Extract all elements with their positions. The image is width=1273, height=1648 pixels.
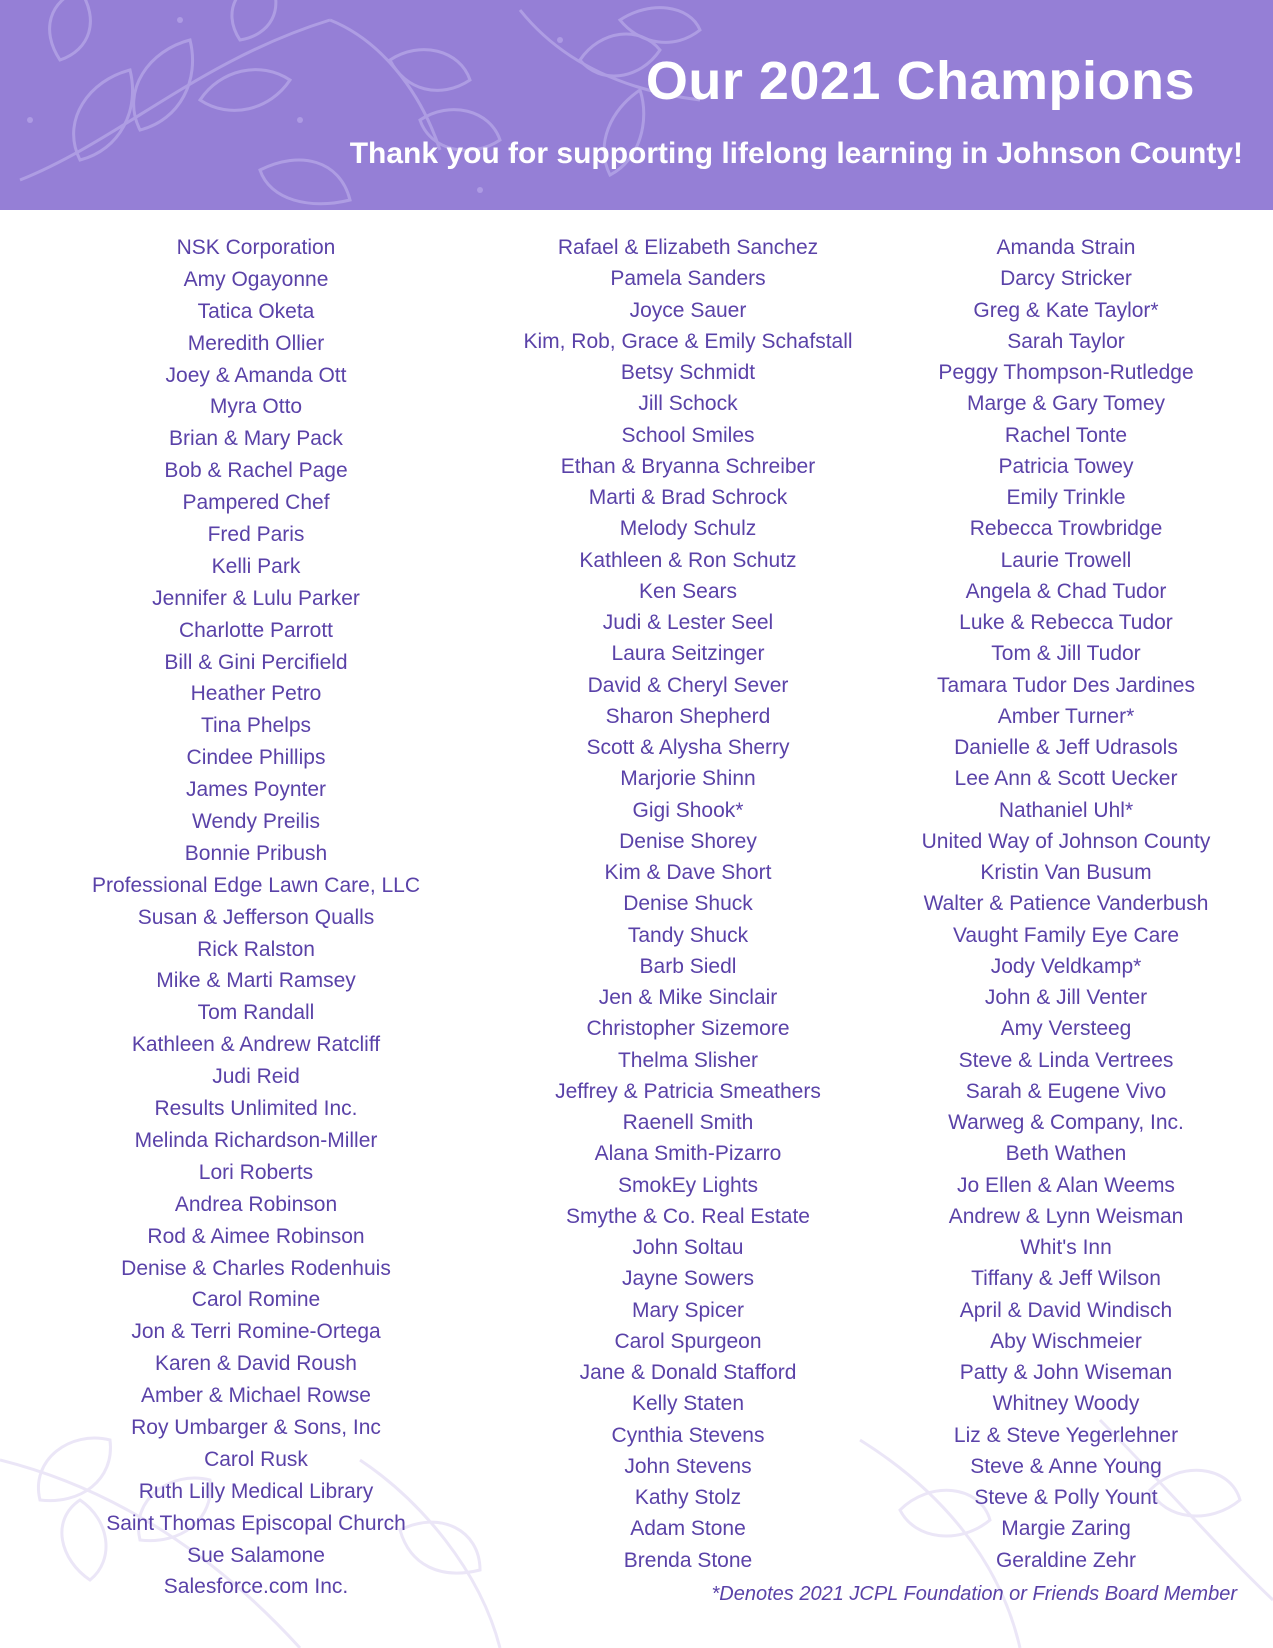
header-banner: [0, 0, 1273, 210]
list-item: Carol Rusk: [204, 1447, 308, 1471]
list-item: Mary Spicer: [631, 1298, 745, 1322]
list-item: Joyce Sauer: [629, 298, 747, 322]
list-item: Cindee Phillips: [186, 746, 326, 770]
list-item: Melody Schulz: [619, 517, 757, 541]
list-item: Gigi Shook*: [632, 798, 744, 822]
list-item: Jennifer & Lulu Parker: [152, 586, 360, 610]
list-item: John & Jill Venter: [984, 986, 1148, 1009]
list-item: Kathy Stolz: [634, 1486, 742, 1509]
list-item: Sue Salamone: [187, 1543, 325, 1567]
list-item: Tandy Shuck: [627, 923, 749, 947]
list-item: Steve & Anne Young: [970, 1454, 1162, 1478]
list-item: Angela & Chad Tudor: [965, 579, 1167, 603]
list-item: Ruth Lilly Medical Library: [138, 1479, 374, 1503]
list-item: April & David Windisch: [959, 1298, 1173, 1322]
list-item: Geraldine Zehr: [995, 1548, 1137, 1572]
list-item: Wendy Preilis: [192, 810, 320, 834]
list-item: Susan & Jefferson Qualls: [137, 905, 375, 929]
list-item: James Poynter: [185, 778, 327, 802]
list-item: Marge & Gary Tomey: [966, 392, 1165, 416]
list-item: Heather Petro: [190, 682, 322, 706]
list-item: Sharon Shepherd: [605, 704, 771, 728]
list-item: Brenda Stone: [623, 1548, 753, 1572]
list-item: Lori Roberts: [198, 1160, 314, 1184]
list-item: Christopher Sizemore: [586, 1017, 790, 1041]
list-item: Greg & Kate Taylor*: [973, 298, 1159, 322]
list-item: Andrew & Lynn Weisman: [948, 1204, 1184, 1228]
list-item: Amy Versteeg: [1000, 1017, 1132, 1041]
list-item: Raenell Smith: [622, 1111, 754, 1134]
list-item: Kim, Rob, Grace & Emily Schafstall: [523, 329, 853, 353]
list-item: Amy Ogayonne: [183, 267, 329, 291]
list-item: SmokEy Lights: [617, 1173, 759, 1197]
list-item: Joey & Amanda Ott: [165, 363, 347, 387]
list-item: Meredith Ollier: [187, 331, 325, 355]
list-item: Pampered Chef: [182, 491, 330, 515]
list-item: Andrea Robinson: [174, 1192, 338, 1216]
list-item: Salesforce.com Inc.: [163, 1575, 349, 1599]
board-member-footnote: *Denotes 2021 JCPL Foundation or Friends Board Member: [711, 1583, 1237, 1605]
list-item: Steve & Linda Vertrees: [958, 1048, 1174, 1072]
list-item: Tom Randall: [197, 1001, 315, 1025]
list-item: Walter & Patience Vanderbush: [923, 892, 1209, 916]
list-item: School Smiles: [621, 423, 755, 447]
list-item: Darcy Stricker: [1000, 267, 1132, 291]
list-item: Marjorie Shinn: [620, 767, 756, 791]
list-item: Bonnie Pribush: [184, 841, 328, 865]
list-item: Rachel Tonte: [1004, 423, 1128, 447]
list-item: Jayne Sowers: [622, 1267, 754, 1291]
list-item: Kelli Park: [211, 554, 301, 578]
list-item: Liz & Steve Yegerlehner: [953, 1423, 1179, 1447]
list-item: Whit's Inn: [1020, 1236, 1112, 1259]
list-item: Tiffany & Jeff Wilson: [971, 1267, 1161, 1291]
list-item: Vaught Family Eye Care: [952, 923, 1180, 947]
list-item: Kim & Dave Short: [604, 861, 772, 884]
list-item: Denise & Charles Rodenhuis: [121, 1256, 391, 1280]
list-item: Fred Paris: [207, 523, 305, 547]
names-column-2: [488, 232, 888, 1576]
list-item: Betsy Schmidt: [620, 361, 756, 384]
list-item: Barb Siedl: [639, 954, 737, 978]
list-item: Mike & Marti Ramsey: [156, 969, 356, 993]
list-item: United Way of Johnson County: [921, 829, 1211, 853]
list-item: Rod & Aimee Robinson: [147, 1224, 365, 1248]
list-item: Tamara Tudor Des Jardines: [937, 673, 1195, 697]
list-item: Kathleen & Ron Schutz: [579, 548, 797, 572]
list-item: Rick Ralston: [197, 937, 315, 961]
list-item: Amber Turner*: [997, 704, 1135, 728]
list-item: Denise Shorey: [619, 829, 757, 853]
list-item: Bob & Rachel Page: [164, 459, 348, 483]
list-item: Charlotte Parrott: [178, 618, 334, 642]
list-item: Results Unlimited Inc.: [154, 1097, 358, 1121]
list-item: Roy Umbarger & Sons, Inc: [131, 1415, 381, 1439]
list-item: Jeffrey & Patricia Smeathers: [555, 1079, 821, 1103]
list-item: Judi & Lester Seel: [602, 611, 774, 634]
list-item: Tom & Jill Tudor: [991, 642, 1141, 666]
list-item: Pamela Sanders: [610, 267, 766, 291]
list-item: Kristin Van Busum: [980, 861, 1152, 884]
list-item: Professional Edge Lawn Care, LLC: [91, 873, 421, 897]
list-item: Denise Shuck: [623, 892, 753, 916]
list-item: Tina Phelps: [200, 714, 312, 738]
list-item: John Soltau: [632, 1236, 744, 1259]
list-item: Emily Trinkle: [1006, 486, 1126, 509]
list-item: Ethan & Bryanna Schreiber: [560, 454, 816, 478]
list-item: Myra Otto: [209, 395, 303, 419]
list-item: Thelma Slisher: [617, 1048, 759, 1072]
list-item: Melinda Richardson-Miller: [134, 1128, 378, 1152]
list-item: Karen & David Roush: [155, 1352, 357, 1376]
list-item: Whitney Woody: [992, 1392, 1140, 1416]
list-item: Carol Spurgeon: [614, 1329, 762, 1353]
list-item: Amanda Strain: [996, 236, 1136, 259]
list-item: Sarah & Eugene Vivo: [965, 1079, 1167, 1103]
list-item: Adam Stone: [630, 1517, 746, 1541]
list-item: Ken Sears: [638, 579, 738, 603]
list-item: David & Cheryl Sever: [587, 673, 789, 697]
list-item: Tatica Oketa: [197, 299, 315, 323]
page-title: Our 2021 Champions: [645, 51, 1195, 111]
list-item: Peggy Thompson-Rutledge: [938, 361, 1194, 384]
list-item: Beth Wathen: [1005, 1142, 1127, 1166]
list-item: Margie Zaring: [1001, 1517, 1131, 1541]
list-item: Scott & Alysha Sherry: [586, 736, 790, 759]
list-item: Patty & John Wiseman: [959, 1361, 1173, 1384]
list-item: Jill Schock: [638, 392, 738, 416]
list-item: Rafael & Elizabeth Sanchez: [557, 236, 819, 259]
list-item: Luke & Rebecca Tudor: [959, 611, 1173, 634]
list-item: John Stevens: [624, 1454, 752, 1478]
list-item: Jo Ellen & Alan Weems: [957, 1173, 1175, 1197]
list-item: Warweg & Company, Inc.: [948, 1111, 1184, 1134]
list-item: Nathaniel Uhl*: [998, 798, 1134, 822]
list-item: Jody Veldkamp*: [990, 954, 1142, 978]
list-item: Aby Wischmeier: [990, 1329, 1142, 1353]
names-column-1: [56, 232, 456, 1603]
list-item: Alana Smith-Pizarro: [594, 1142, 782, 1166]
list-item: Saint Thomas Episcopal Church: [106, 1511, 406, 1535]
page-subtitle: Thank you for supporting lifelong learning in Johnson County!: [349, 137, 1243, 170]
list-item: Danielle & Jeff Udrasols: [954, 736, 1178, 759]
list-item: Smythe & Co. Real Estate: [566, 1204, 810, 1228]
list-item: Amber & Michael Rowse: [141, 1384, 371, 1408]
names-column-3: [866, 232, 1266, 1576]
list-item: Kathleen & Andrew Ratcliff: [131, 1033, 381, 1057]
list-item: Patricia Towey: [998, 454, 1134, 478]
list-item: Jane & Donald Stafford: [579, 1361, 797, 1384]
list-item: NSK Corporation: [176, 236, 336, 259]
list-item: Kelly Staten: [631, 1392, 745, 1416]
list-item: Sarah Taylor: [1007, 329, 1125, 353]
list-item: Steve & Polly Yount: [974, 1486, 1158, 1509]
list-item: Jen & Mike Sinclair: [598, 986, 778, 1009]
list-item: Bill & Gini Percifield: [164, 650, 348, 674]
list-item: Rebecca Trowbridge: [969, 517, 1163, 541]
list-item: Marti & Brad Schrock: [588, 486, 788, 509]
list-item: Cynthia Stevens: [611, 1423, 765, 1447]
list-item: Laurie Trowell: [1000, 548, 1132, 572]
list-item: Brian & Mary Pack: [169, 427, 343, 451]
list-item: Carol Romine: [191, 1288, 321, 1312]
list-item: Laura Seitzinger: [611, 642, 765, 666]
list-item: Lee Ann & Scott Uecker: [954, 767, 1178, 791]
list-item: Judi Reid: [212, 1065, 300, 1089]
list-item: Jon & Terri Romine-Ortega: [131, 1320, 381, 1344]
